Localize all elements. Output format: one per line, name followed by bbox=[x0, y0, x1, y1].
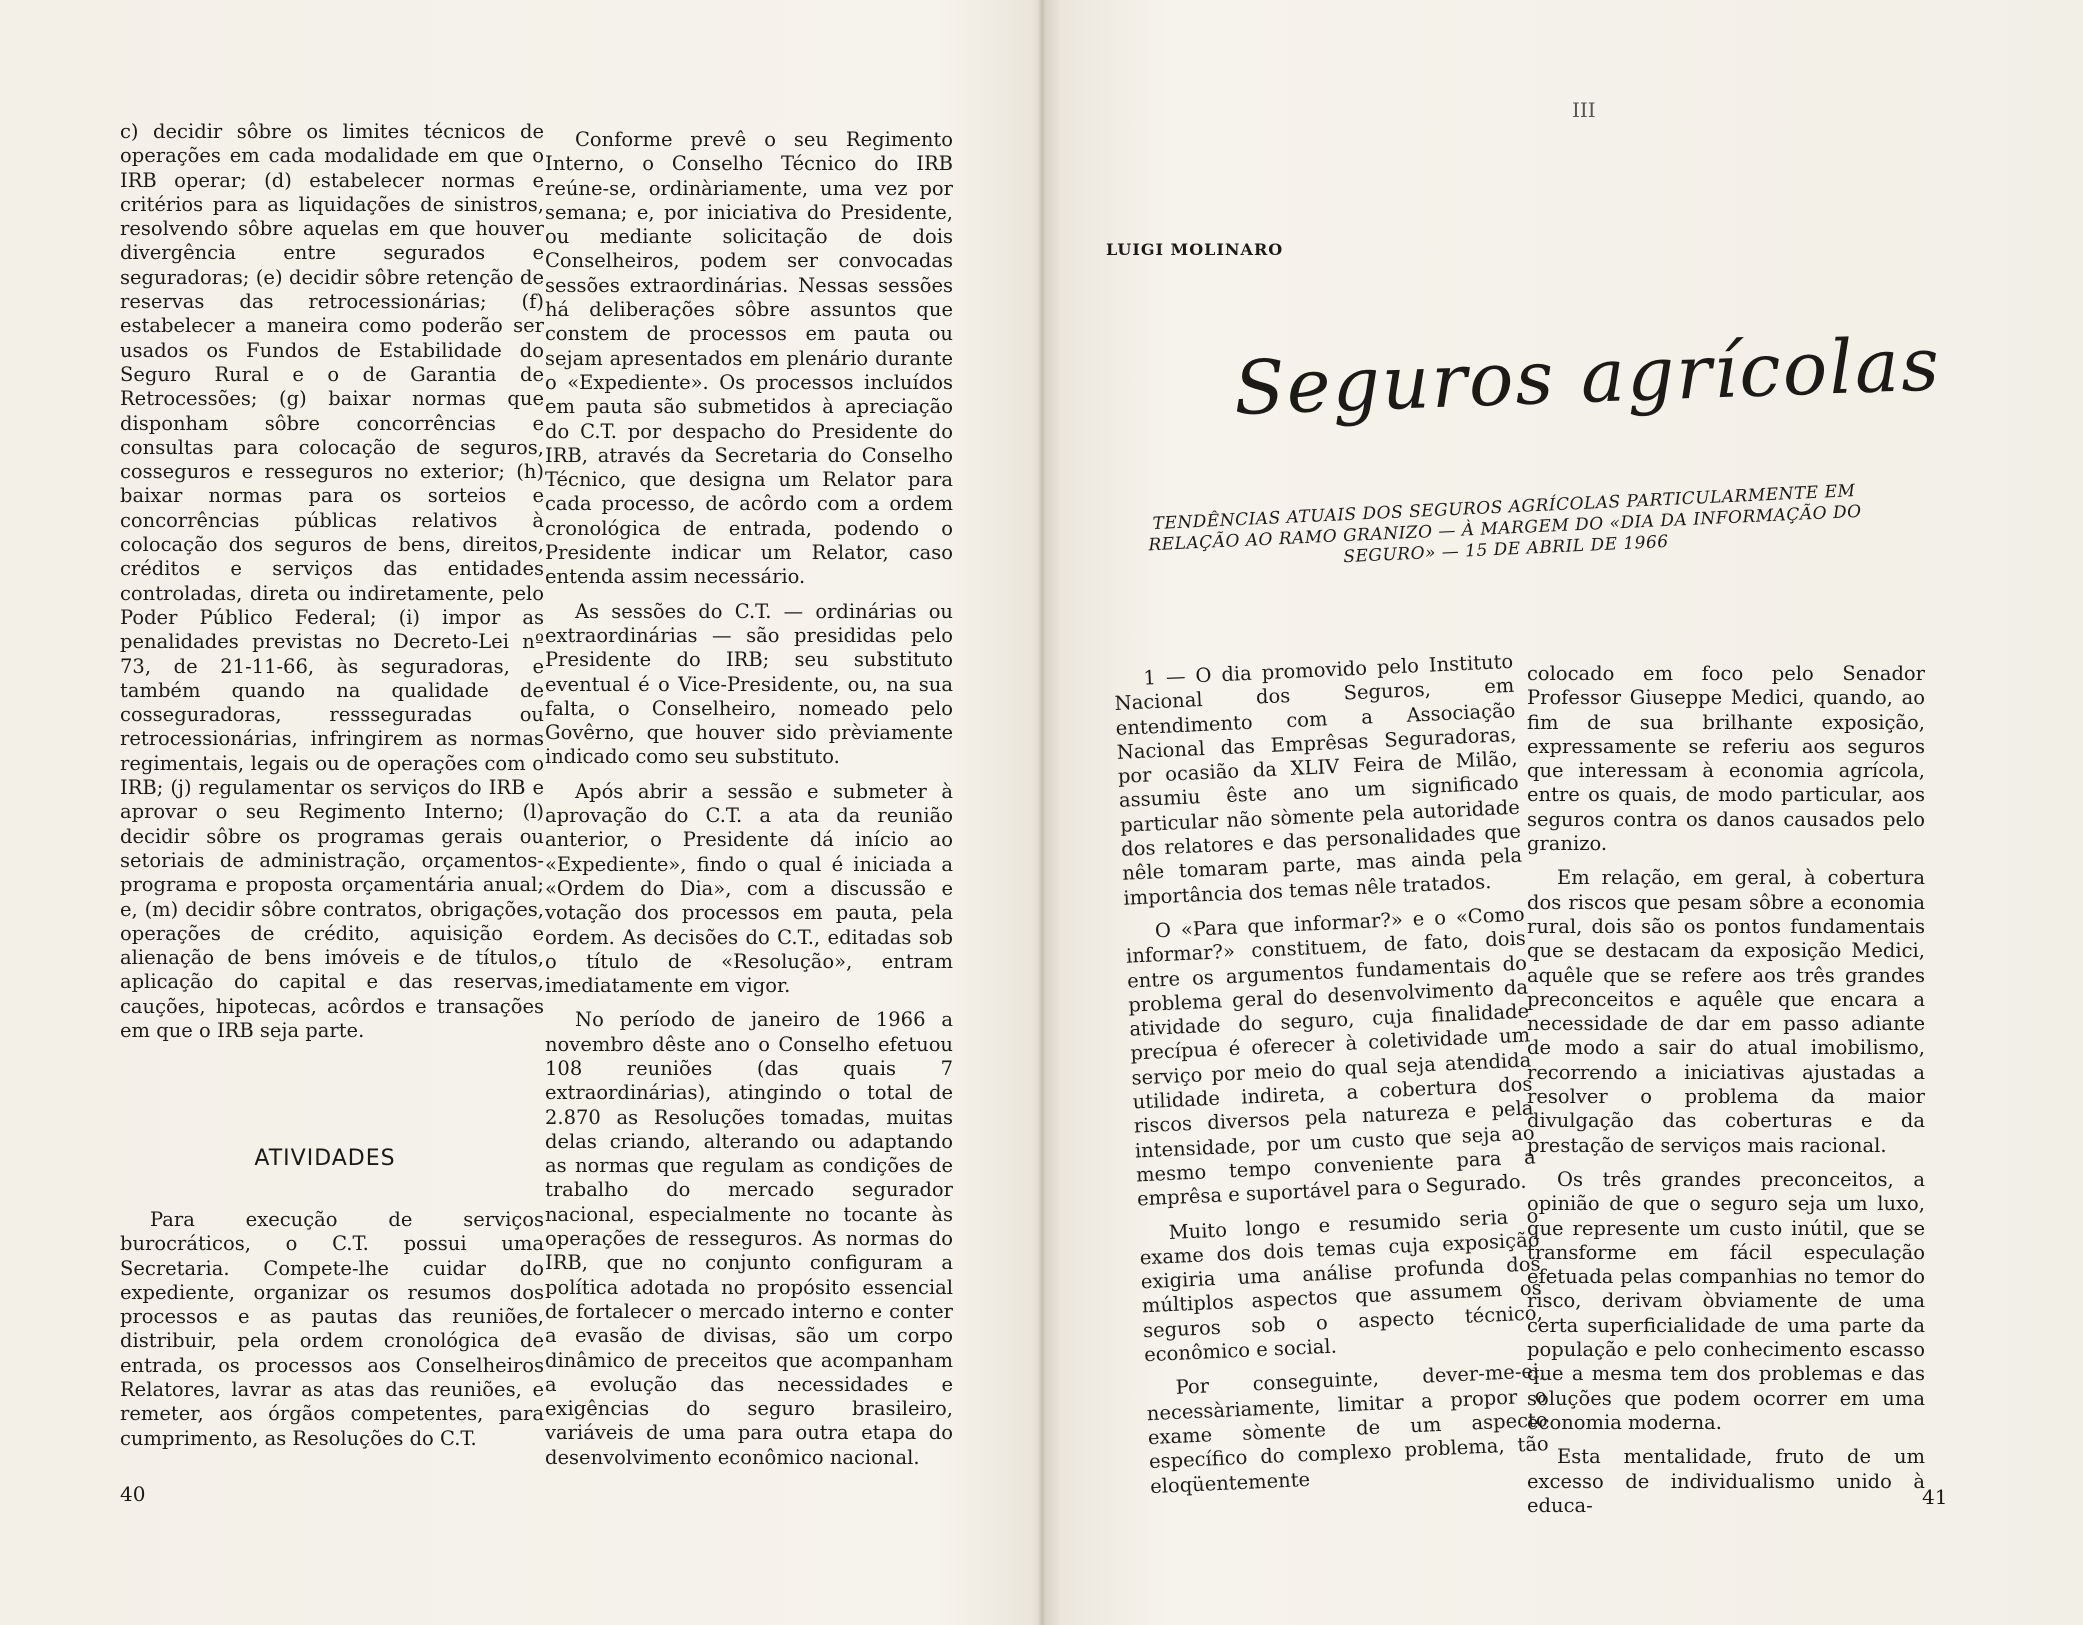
paragraph: 1 — O dia promovido pelo Instituto Nacional dos Seguros, em entendimento com a Associação Nacional das Emprêsas Seguradoras, por ocasião da XLIV Feira de Milão, assumiu êste ano um significado particular não sòmente pela autoridade dos relatores e das personalidades que nêle tomaram parte, mas ainda pela importância dos temas nêle tratados. bbox=[1114, 649, 1523, 910]
left-column-2 bbox=[545, 128, 953, 1470]
paragraph: Após abrir a sessão e submeter à aprovação do C.T. a ata da reunião anterior, o Presidente dá início ao «Expediente», findo o qual é iniciada a «Ordem do Dia», com a discussão e votação dos processos em pauta, pela ordem. As decisões do C.T., editadas sob o título de «Resolução», entram imediatamente em vigor. bbox=[545, 779, 953, 998]
book-gutter bbox=[1038, 0, 1046, 1625]
paragraph: c) decidir sôbre os limites técnicos de operações em cada modalidade em que o IRB operar; (d) estabelecer normas e critérios para as liquidações de sinistros, resolvendo sôbre aquelas em que houver divergência entre segurados e seguradoras; (e) decidir sôbre retenção de reservas das retrocessionárias; (f) estabelecer a maneira como poderão ser usados os Fundos de Estabilidade do Seguro Rural e o de Garantia de Retrocessões; (g) baixar normas que disponham sôbre concorrências e consultas para colocação de seguros, cosseguros e resseguros no exterior; (h) baixar normas para os sorteios e concorrências públicas relativos à colocação dos seguros de bens, direitos, créditos e serviços das entidades controladas, direta ou indiretamente, pelo Poder Público Federal; (i) impor as penalidades previstas no Decreto-Lei nº 73, de 21-11-66, às seguradoras, e também quando na qualidade de cosseguradoras, ressseguradas ou retrocessionárias, infringirem as normas regimentais, legais ou de operações com o IRB; (j) regulamentar os serviços do IRB e aprovar o seu Regimento Interno; (l) decidir sôbre os programas gerais ou setoriais de administração, orçamentos-programa e proposta orçamentária anual; e, (m) decidir sôbre contratos, obrigações, operações de crédito, aquisição e alienação de bens imóveis e de títulos, aplicação do capital e das reservas, cauções, hipotecas, acôrdos e transações em que o IRB seja parte. bbox=[120, 120, 544, 1042]
paragraph: No período de janeiro de 1966 a novembro dêste ano o Conselho efetuou 108 reuniões (das quais 7 extraordinárias), atingindo o total de 2.870 as Resoluções tomadas, muitas delas criando, alterando ou adaptando as normas que regulam as condições de trabalho do mercado segurador nacional, especialmente no tocante às operações de resseguros. As normas do IRB, que no conjunto configuram a política adotada no propósito essencial de fortalecer o mercado interno e conter a evasão de divisas, são um corpo dinâmico de preceitos que acompanham a evolução das necessidades e exigências do seguro brasileiro, variáveis de uma para outra etapa do desenvolvimento econômico nacional. bbox=[545, 1008, 953, 1469]
paragraph: Muito longo e resumido seria o exame dos dois temas cuja exposição exigiria uma análise profunda dos múltiplos aspectos que assumem os seguros sob o aspecto técnico, econômico e social. bbox=[1139, 1203, 1544, 1367]
paragraph: Conforme prevê o seu Regimento Interno, o Conselho Técnico do IRB reúne-se, ordinàriamente, uma vez por semana; e, por iniciativa do Presidente, ou mediante solicitação de dois Conselheiros, podem ser convocadas sessões extraordinárias. Nessas sessões há deliberações sôbre assuntos que constem de processos em pauta ou sejam apresentados em plenário durante o «Expediente». Os processos incluídos em pauta são submetidos à apreciação do C.T. por despacho do Presidente do IRB, através da Secretaria do Conselho Técnico, que designa um Relator para cada processo, de acôrdo com a ordem cronológica de entrada, podendo o Presidente indicar um Relator, caso entenda assim necessário. bbox=[545, 128, 953, 589]
paragraph: Em relação, em geral, à cobertura dos riscos que pesam sôbre a economia rural, dois são os pontos fundamentais que se destacam da exposição Medici, aquêle que se refere aos três grandes preconceitos e aquêle que encara a necessidade de dar em passo adiante de modo a sair do atual imobilismo, recorrendo a iniciativas ajustadas a resolver o problema da maior divulgação das coberturas e da prestação de serviços mais racional. bbox=[1527, 866, 1925, 1157]
paragraph: Os três grandes preconceitos, a opinião de que o seguro seja um luxo, que represente um custo inútil, que se transforme em fácil especulação efetuada pelas companhias no temor do risco, derivam òbviamente de uma certa superficialidade de uma parte da população e pelo conhecimento escasso que a mesma tem dos problemas e das soluções que podem ocorrer em uma economia moderna. bbox=[1527, 1167, 1925, 1434]
section-heading: ATIVIDADES bbox=[254, 1146, 396, 1171]
article-subtitle: TENDÊNCIAS ATUAIS DOS SEGUROS AGRÍCOLAS PARTICULARMENTE EM RELAÇÃO AO RAMO GRANIZO — À MARGEM DO «DIA DA INFORMAÇÃO DO SEGURO» — 15 DE ABRIL DE 1966 bbox=[1148, 481, 1863, 568]
page-number-left: 40 bbox=[120, 1482, 146, 1506]
paragraph: Por conseguinte, dever-me-ei, necessàriamente, limitar a propor o exame sòmente de um aspecto específico do complexo problema, tão eloqüentemente bbox=[1146, 1359, 1550, 1498]
left-column-1-continued bbox=[120, 1208, 544, 1451]
left-column-1 bbox=[120, 120, 544, 1043]
paragraph: colocado em foco pelo Senador Professor Giuseppe Medici, quando, ao fim de sua brilhante exposição, expressamente se referiu aos seguros que interessam à economia agrícola, entre os quais, de modo particular, aos seguros contra os danos causados pelo granizo. bbox=[1527, 662, 1925, 856]
section-mark: III bbox=[1572, 98, 1596, 122]
article-title: Seguros agrícolas bbox=[1232, 321, 1943, 432]
right-column-2 bbox=[1527, 662, 1925, 1518]
page-number-right: 41 bbox=[1922, 1485, 1948, 1509]
right-column-1 bbox=[1113, 650, 1550, 1499]
paragraph: O «Para que informar?» e o «Como informar?» constituem, de fato, dois entre os argumentos fundamentais do problema geral do desenvolvimento da atividade do seguro, cuja finalidade precípua é oferecer à coletividade um serviço por meio do qual seja atendida utilidade indireta, a cobertura dos riscos diversos pela natureza e pela intensidade, por um custo que seja ao mesmo tempo conveniente para a emprêsa e suportável para o Segurado. bbox=[1125, 902, 1537, 1211]
paragraph: Esta mentalidade, fruto de um excesso de individualismo unido à educa- bbox=[1527, 1445, 1925, 1517]
paragraph: Para execução de serviços burocráticos, o C.T. possui uma Secretaria. Compete-lhe cuidar do expediente, organizar os resumos dos processos e as pautas das reuniões, distribuir, pela ordem cronológica de entrada, os processos aos Conselheiros Relatores, lavrar as atas das reuniões, e remeter, aos órgãos competentes, para cumprimento, as Resoluções do C.T. bbox=[120, 1208, 544, 1450]
paragraph: As sessões do C.T. — ordinárias ou extraordinárias — são presididas pelo Presidente do IRB; seu substituto eventual é o Vice-Presidente, ou, na sua falta, o Conselheiro, nomeado pelo Govêrno, que houver sido prèviamente indicado como seu substituto. bbox=[545, 599, 953, 769]
article-author: LUIGI MOLINARO bbox=[1106, 240, 1284, 259]
